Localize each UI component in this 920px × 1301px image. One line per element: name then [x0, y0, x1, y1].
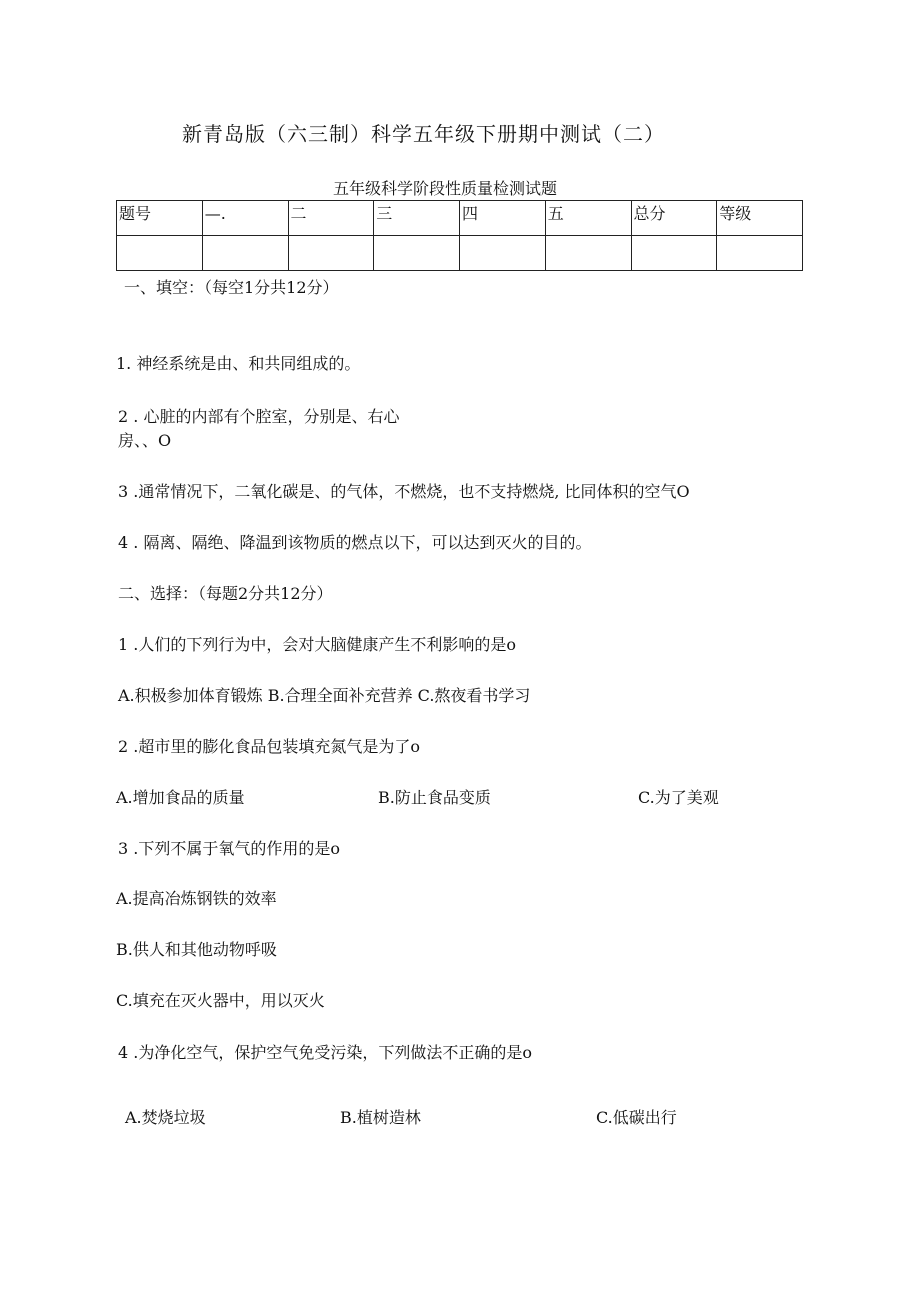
section1-question-1: 1. 神经系统是由、和共同组成的。	[116, 354, 361, 373]
section1-question-2-line-2: 房、、O	[118, 431, 172, 450]
score-blank-cell[interactable]	[117, 236, 203, 271]
section1-question-3: 3 .通常情况下，二氧化碳是、的气体，不燃烧，也不支持燃烧, 比同体积的空气O	[118, 482, 690, 501]
score-header-cell: 题号	[117, 201, 203, 236]
exam-subtitle: 五年级科学阶段性质量检测试题	[333, 179, 558, 198]
section2-question-3: 3 .下列不属于氧气的作用的是o	[118, 839, 340, 858]
section1-question-2-line-1: 2 . 心脏的内部有个腔室，分别是、右心	[118, 407, 400, 426]
section1-heading: 一、填空：（每空1分共12分）	[124, 278, 339, 297]
section2-question-4-option-b: B.植树造林	[340, 1108, 421, 1127]
score-table	[116, 200, 803, 271]
score-header-cell: 三	[374, 201, 460, 236]
score-blank-cell[interactable]	[288, 236, 374, 271]
score-blank-cell[interactable]	[374, 236, 460, 271]
score-header-cell: 四	[460, 201, 546, 236]
score-blank-cell[interactable]	[545, 236, 631, 271]
score-header-cell: 五	[545, 201, 631, 236]
section2-question-1-options: A.积极参加体育锻炼 B.合理全面补充营养 C.熬夜看书学习	[118, 686, 531, 705]
score-header-cell: 总分	[631, 201, 717, 236]
score-header-cell: 等级	[717, 201, 803, 236]
score-blank-cell[interactable]	[717, 236, 803, 271]
section2-question-2-option-a: A.增加食品的质量	[116, 788, 245, 807]
section2-heading: 二、选择：（每题2分共12分）	[118, 584, 333, 603]
score-header-cell: —.	[202, 201, 288, 236]
section2-question-1: 1 .人们的下列行为中，会对大脑健康产生不利影响的是o	[118, 635, 516, 654]
section2-question-3-option-a: A.提高冶炼钢铁的效率	[116, 889, 277, 908]
exam-title: 新青岛版（六三制）科学五年级下册期中测试（二）	[182, 122, 665, 146]
score-table-header-row	[117, 201, 803, 236]
score-blank-cell[interactable]	[202, 236, 288, 271]
section2-question-2-option-c: C.为了美观	[638, 788, 719, 807]
section1-question-4: 4 . 隔离、隔绝、降温到该物质的燃点以下，可以达到灭火的目的。	[118, 533, 592, 552]
section2-question-2: 2 .超市里的膨化食品包装填充氮气是为了o	[118, 737, 420, 756]
section2-question-3-option-b: B.供人和其他动物呼吸	[116, 940, 277, 959]
score-header-cell: 二	[288, 201, 374, 236]
section2-question-2-option-b: B.防止食品变质	[378, 788, 491, 807]
section2-question-4: 4 .为净化空气，保护空气免受污染，下列做法不正确的是o	[118, 1043, 532, 1062]
score-blank-cell[interactable]	[631, 236, 717, 271]
section2-question-4-option-c: C.低碳出行	[596, 1108, 677, 1127]
score-blank-cell[interactable]	[460, 236, 546, 271]
section2-question-3-option-c: C.填充在灭火器中，用以灭火	[116, 991, 325, 1010]
section2-question-4-option-a: A.焚烧垃圾	[125, 1108, 206, 1127]
score-table-blank-row	[117, 236, 803, 271]
